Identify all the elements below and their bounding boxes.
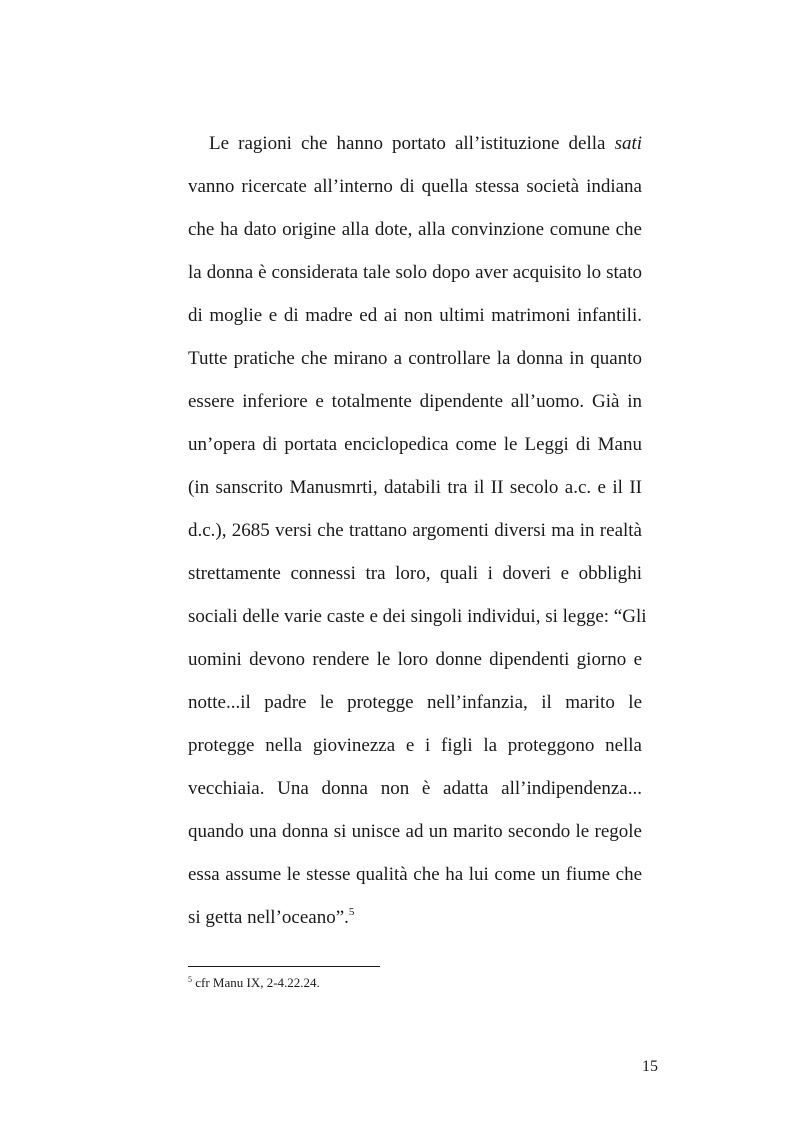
body-line-9: (in sanscrito Manusmrti, databili tra il II secolo a.c. e il II (188, 477, 642, 498)
body-line-8: un’opera di portata enciclopedica come le Leggi di Manu (188, 434, 642, 455)
body-line-5: di moglie e di madre ed ai non ultimi matrimoni infantili. (188, 305, 642, 326)
body-line-11: strettamente connessi tra loro, quali i doveri e obblighi (188, 563, 642, 584)
body-line-3: che ha dato origine alla dote, alla convinzione comune che (188, 219, 642, 240)
body-line-14: notte...il padre le protegge nell’infanzia, il marito le (188, 692, 642, 713)
body-line-1 (209, 132, 642, 156)
body-line-7: essere inferiore e totalmente dipendente all’uomo. Già in (188, 391, 642, 412)
body-line-18: essa assume le stesse qualità che ha lui come un fiume che (188, 864, 642, 885)
line-text: Le ragioni che hanno portato all’istituzione della (209, 133, 606, 154)
footnote-marker: 5 (188, 975, 192, 984)
body-line-13: uomini devono rendere le loro donne dipendenti giorno e (188, 649, 642, 670)
body-line-15: protegge nella giovinezza e i figli la proteggono nella (188, 735, 642, 756)
footnote (188, 975, 320, 993)
body-line-4: la donna è considerata tale solo dopo aver acquisito lo stato (188, 262, 642, 283)
footnote-separator (188, 966, 380, 967)
line-text: si getta nell’oceano”. (188, 907, 349, 928)
body-line-2: vanno ricercate all’interno di quella stessa società indiana (188, 176, 642, 197)
body-line-12: sociali delle varie caste e dei singoli individui, si legge: “Gli (188, 606, 647, 627)
body-line-17: quando una donna si unisce ad un marito secondo le regole (188, 821, 642, 842)
italic-term: sati (614, 133, 643, 154)
body-line-6: Tutte pratiche che mirano a controllare la donna in quanto (188, 348, 642, 369)
body-line-19 (188, 906, 642, 930)
body-line-16: vecchiaia. Una donna non è adatta all’indipendenza... (188, 778, 642, 799)
page-number: 15 (642, 1058, 658, 1075)
body-line-10: d.c.), 2685 versi che trattano argomenti diversi ma in realtà (188, 520, 642, 541)
footnote-text: cfr Manu IX, 2-4.22.24. (195, 975, 320, 990)
footnote-reference[interactable]: 5 (348, 906, 355, 918)
